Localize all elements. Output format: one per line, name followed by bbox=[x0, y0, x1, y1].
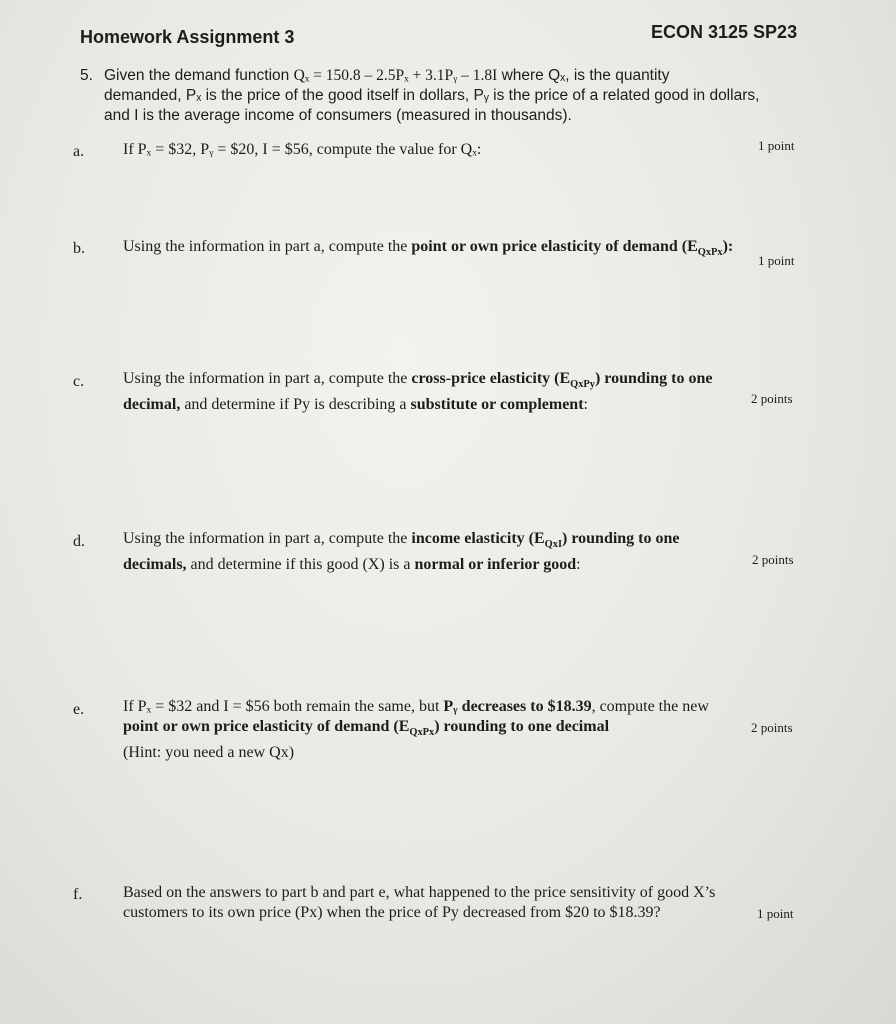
question-intro-end: where Qₓ, is the quantity bbox=[497, 67, 670, 84]
question-line-1 bbox=[104, 66, 780, 86]
part-e-label: e. bbox=[73, 701, 85, 718]
part-e-bold: Pᵧ decreases to $18.39 bbox=[443, 698, 592, 715]
course-code: ECON 3125 SP23 bbox=[651, 22, 798, 42]
part-e-text-1: If Pₓ = $32 and I = $56 both remain the same, but bbox=[123, 698, 444, 715]
part-c-text-2: and determine if Py is describing a bbox=[180, 396, 411, 414]
part-e-points: 2 points bbox=[751, 720, 793, 735]
part-e-bold-end: ) rounding to one decimal bbox=[434, 718, 610, 735]
part-e-bold-2: point or own price elasticity of demand (E bbox=[123, 718, 410, 735]
part-b-text-1: Using the information in part a, compute the bbox=[123, 238, 412, 255]
question-5 bbox=[80, 66, 780, 126]
part-b-bold-end: ): bbox=[722, 238, 734, 255]
part-b-text bbox=[123, 237, 803, 263]
part-a-text: If Pₓ = $32, Pᵧ = $20, I = $56, compute the value for Qₓ: bbox=[123, 141, 482, 158]
part-d-bold: income elasticity (E bbox=[411, 530, 545, 547]
part-a-label: a. bbox=[73, 143, 85, 160]
part-c-bold-2: decimal, bbox=[123, 396, 181, 414]
part-d-text-2: and determine if this good (X) is a bbox=[186, 556, 415, 574]
demand-equation: Qₓ = 150.8 – 2.5Pₓ + 3.1Pᵧ – 1.8I bbox=[293, 67, 498, 84]
question-number: 5. bbox=[80, 67, 93, 84]
part-b-bold: point or own price elasticity of demand (E bbox=[411, 238, 698, 255]
part-c-label: c. bbox=[73, 373, 85, 390]
part-b-points: 1 point bbox=[758, 253, 795, 268]
part-a-points: 1 point bbox=[758, 138, 795, 153]
part-e-text-2: , compute the new bbox=[591, 698, 709, 715]
part-c-text bbox=[123, 369, 783, 415]
part-d-text bbox=[123, 529, 763, 575]
part-b-subscript: QxPx bbox=[697, 247, 723, 259]
part-d-bold-3: normal or inferior good bbox=[414, 556, 577, 574]
part-f-line-1: Based on the answers to part b and part e, what happened to the price sensitivity of good X’s bbox=[123, 884, 716, 901]
part-f-text bbox=[123, 883, 783, 923]
part-d-text-1: Using the information in part a, compute the bbox=[123, 530, 412, 547]
part-d-points: 2 points bbox=[752, 552, 794, 567]
question-intro: Given the demand function bbox=[104, 67, 294, 84]
part-e-subscript: QxPx bbox=[409, 727, 435, 739]
part-c-bold-end: ) rounding to one bbox=[594, 370, 713, 387]
part-d-label: d. bbox=[73, 533, 85, 550]
part-d-bold-2: decimals, bbox=[123, 556, 187, 574]
part-c-colon: : bbox=[583, 396, 588, 414]
part-f-points: 1 point bbox=[757, 906, 794, 921]
part-e-text bbox=[123, 697, 783, 763]
part-c-points: 2 points bbox=[751, 391, 793, 406]
part-f-line-2: customers to its own price (Px) when the price of Py decreased from $20 to $18.39? bbox=[123, 904, 661, 921]
part-f-label: f. bbox=[73, 886, 83, 903]
part-b-label: b. bbox=[73, 240, 85, 257]
part-c-bold-3: substitute or complement bbox=[410, 396, 584, 414]
part-d-bold-end: ) rounding to one bbox=[562, 530, 680, 547]
part-c-text-1: Using the information in part a, compute the bbox=[123, 370, 412, 387]
question-line-2: demanded, Pₓ is the price of the good itself in dollars, Pᵧ is the price of a related good in dollars, bbox=[104, 87, 760, 104]
part-d-subscript: QxI bbox=[544, 539, 562, 551]
part-e-hint: (Hint: you need a new Qx) bbox=[123, 744, 295, 762]
part-d-colon: : bbox=[576, 556, 581, 574]
part-c-bold: cross-price elasticity (E bbox=[411, 370, 571, 387]
part-c-subscript: QxPy bbox=[570, 379, 595, 391]
assignment-title: Homework Assignment 3 bbox=[80, 27, 295, 47]
question-line-3: and I is the average income of consumers (measured in thousands). bbox=[104, 107, 572, 124]
